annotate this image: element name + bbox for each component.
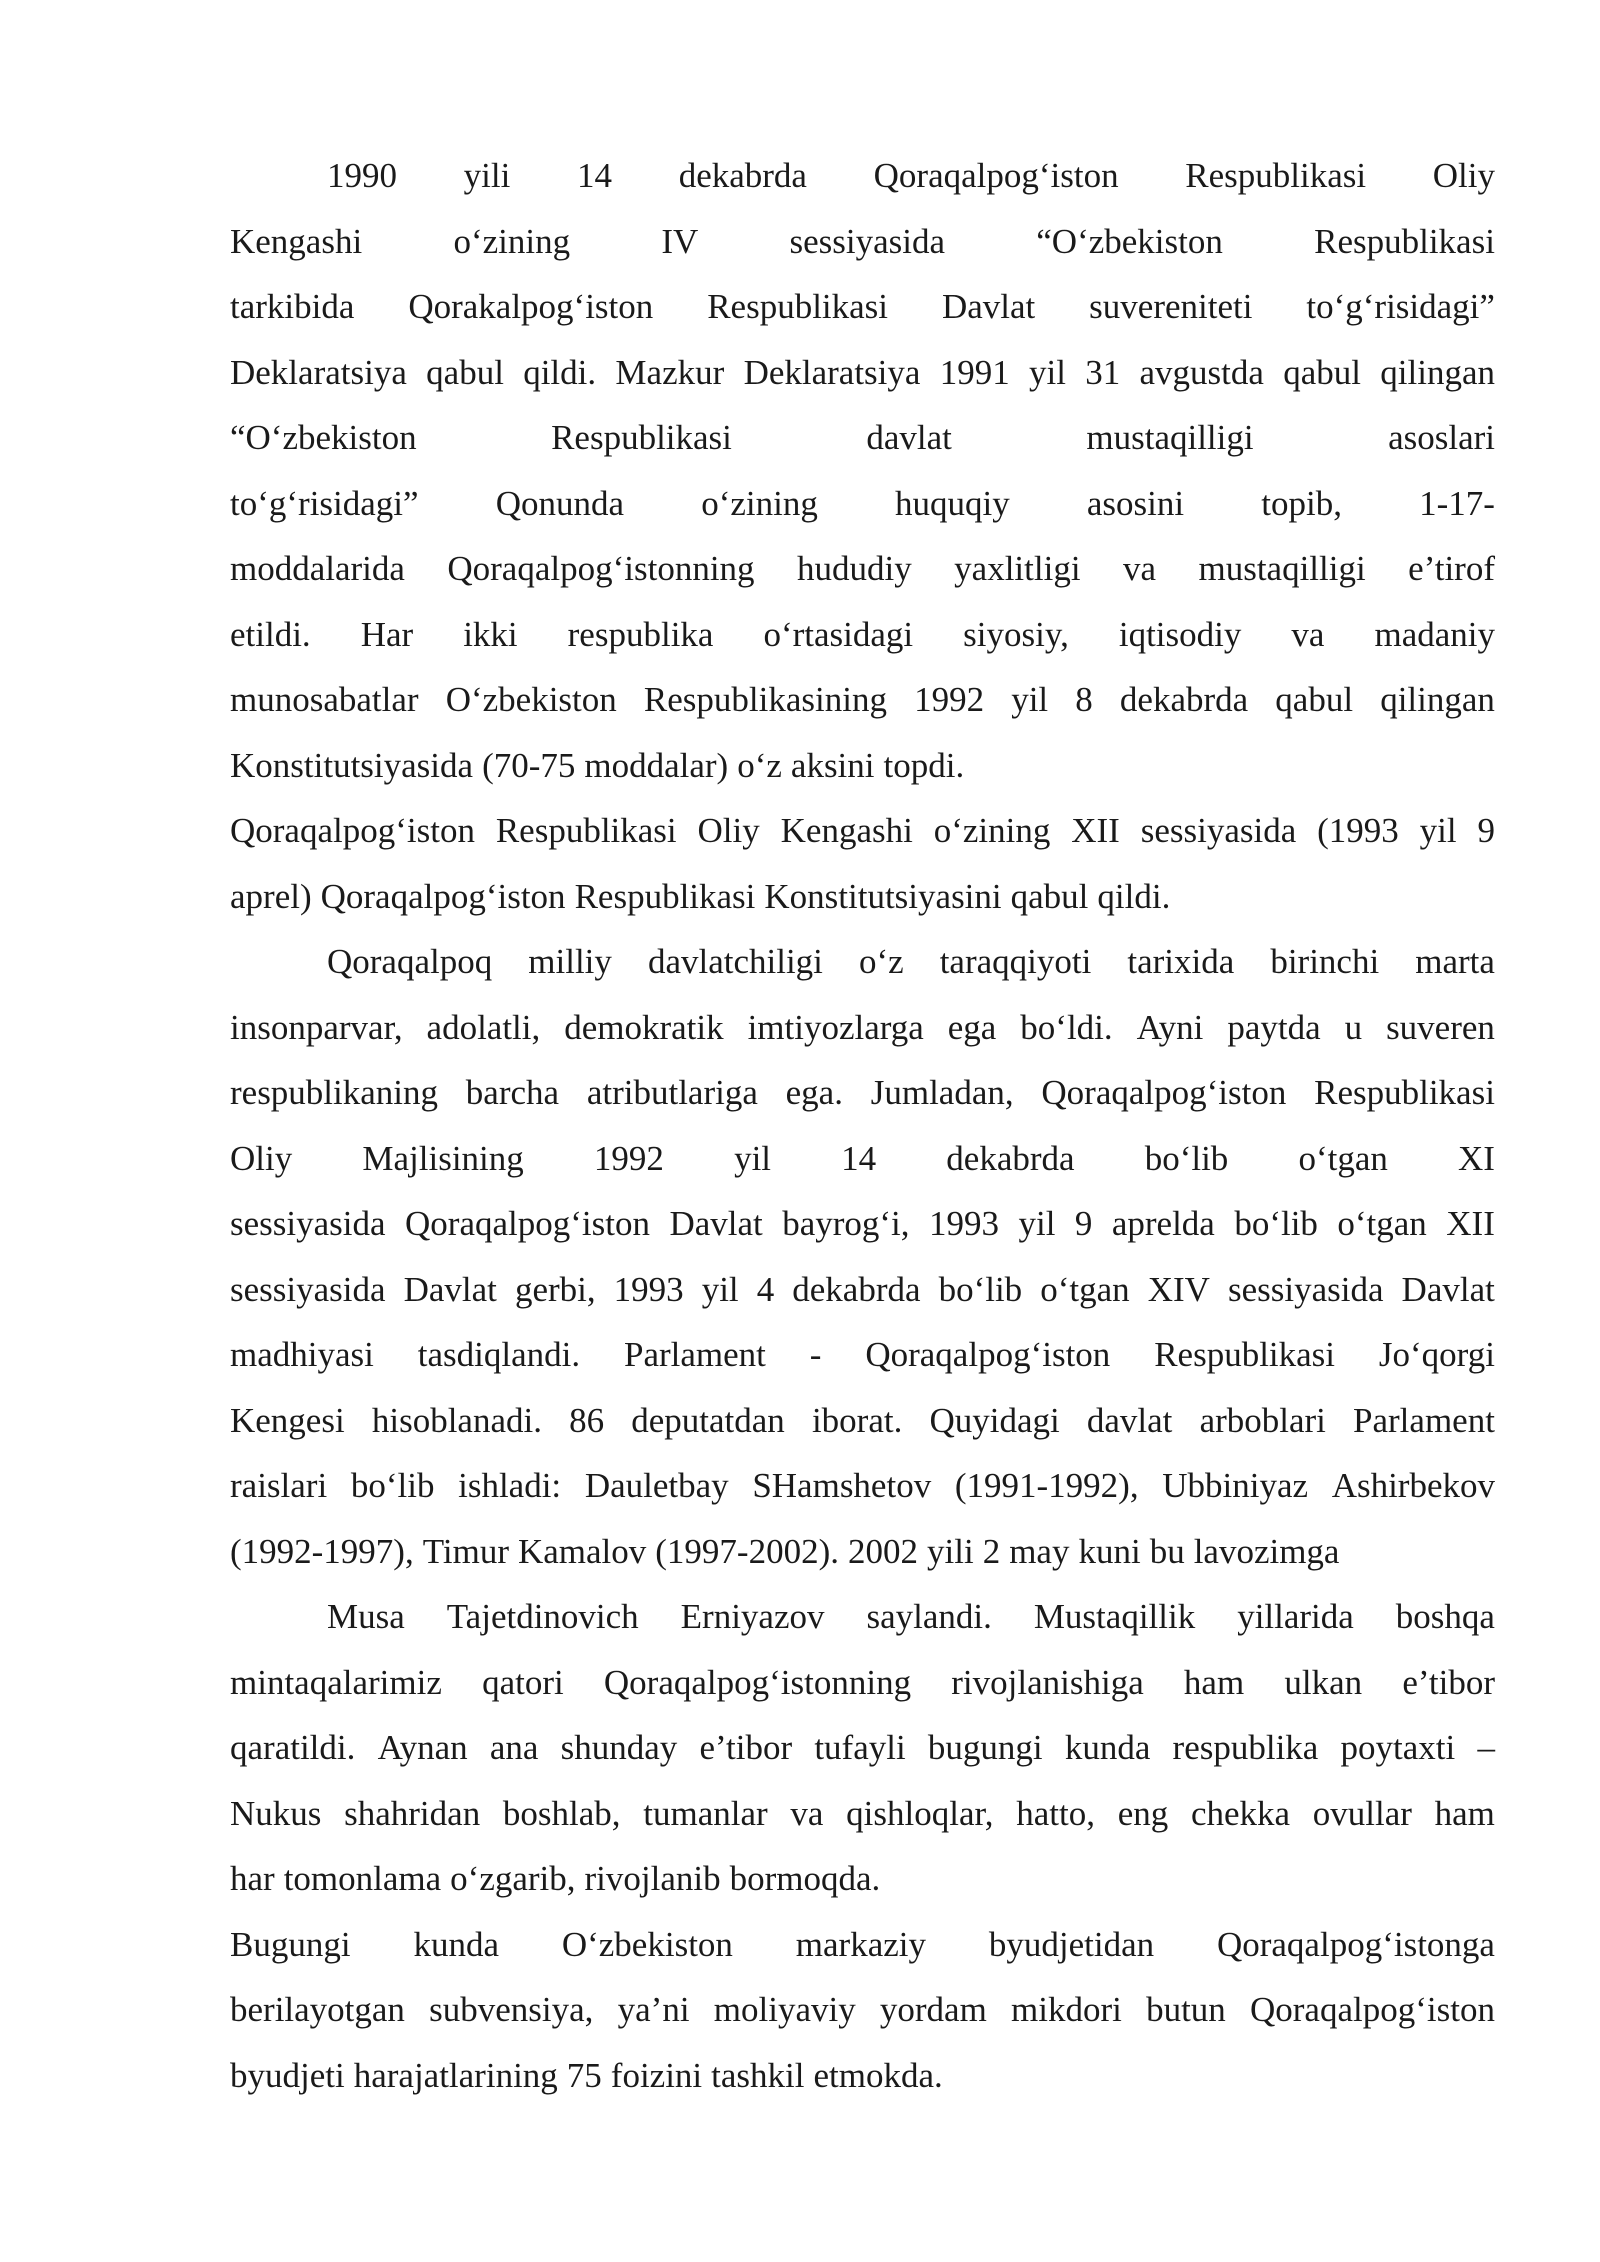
text-line: Qoraqalpogʻiston Respublikasi Oliy Kengashi oʻzining XII sessiyasida (1993 yil 9	[230, 811, 1495, 850]
text-line: raislari boʻlib ishladi: Dauletbay SHamshetov (1991-1992), Ubbiniyaz Ashirbekov	[230, 1466, 1495, 1505]
text-line: mintaqalarimiz qatori Qoraqalpogʻistonning rivojlanishiga ham ulkan e’tibor	[230, 1662, 1495, 1702]
text-line: Musa Tajetdinovich Erniyazov saylandi. Mustaqillik yillarida boshqa	[327, 1597, 1495, 1636]
text-line: aprel) Qoraqalpogʻiston Respublikasi Konstitutsiyasini qabul qildi.	[230, 876, 1171, 916]
text-line: tarkibida Qorakalpogʻiston Respublikasi Davlat suvereniteti toʻgʻrisidagi”	[230, 287, 1495, 326]
text-line: respublikaning barcha atributlariga ega. Jumladan, Qoraqalpogʻiston Respublikasi	[230, 1073, 1495, 1112]
text-line: qaratildi. Aynan ana shunday e’tibor tufayli bugungi kunda respublika poytaxti –	[230, 1728, 1495, 1767]
text-line: Deklaratsiya qabul qildi. Mazkur Deklaratsiya 1991 yil 31 avgustda qabul qilingan	[230, 352, 1495, 392]
text-line: 1990 yili 14 dekabrda Qoraqalpogʻiston Respublikasi Oliy	[327, 156, 1495, 195]
text-line: madhiyasi tasdiqlandi. Parlament - Qoraqalpogʻiston Respublikasi Joʻqorgi	[230, 1335, 1495, 1374]
text-line: Nukus shahridan boshlab, tumanlar va qishloqlar, hatto, eng chekka ovullar ham	[230, 1793, 1495, 1833]
text-line: “Oʻzbekiston Respublikasi davlat mustaqilligi asoslari	[230, 418, 1495, 457]
text-line: Kengashi oʻzining IV sessiyasida “Oʻzbekiston Respublikasi	[230, 221, 1495, 261]
text-line: Bugungi kunda Oʻzbekiston markaziy byudjetidan Qoraqalpogʻistonga	[230, 1924, 1495, 1964]
text-line: etildi. Har ikki respublika oʻrtasidagi siyosiy, iqtisodiy va madaniy	[230, 614, 1495, 654]
text-line: (1992-1997), Timur Kamalov (1997-2002). 2002 yili 2 may kuni bu lavozimga	[230, 1531, 1340, 1571]
text-line: berilayotgan subvensiya, ya’ni moliyaviy yordam mikdori butun Qoraqalpogʻiston	[230, 1990, 1495, 2029]
text-line: insonparvar, adolatli, demokratik imtiyozlarga ega boʻldi. Ayni paytda u suveren	[230, 1007, 1495, 1047]
text-line: munosabatlar Oʻzbekiston Respublikasining 1992 yil 8 dekabrda qabul qilingan	[230, 680, 1495, 719]
document-body	[230, 143, 1495, 2108]
text-line: byudjeti harajatlarining 75 foizini tashkil etmokda.	[230, 2055, 943, 2095]
text-line: Oliy Majlisining 1992 yil 14 dekabrda boʻlib oʻtgan XI	[230, 1138, 1495, 1178]
text-line: Kengesi hisoblanadi. 86 deputatdan iborat. Quyidagi davlat arboblari Parlament	[230, 1400, 1495, 1440]
text-line: Qoraqalpoq milliy davlatchiligi oʻz taraqqiyoti tarixida birinchi marta	[327, 942, 1495, 981]
text-line: Konstitutsiyasida (70-75 moddalar) oʻz aksini topdi.	[230, 745, 965, 785]
text-line: sessiyasida Davlat gerbi, 1993 yil 4 dekabrda boʻlib oʻtgan XIV sessiyasida Davlat	[230, 1269, 1495, 1309]
text-line: har tomonlama oʻzgarib, rivojlanib bormoqda.	[230, 1859, 881, 1898]
text-line: moddalarida Qoraqalpogʻistonning hududiy yaxlitligi va mustaqilligi e’tirof	[230, 549, 1495, 588]
text-line: toʻgʻrisidagi” Qonunda oʻzining huquqiy asosini topib, 1-17-	[230, 483, 1495, 523]
text-line: sessiyasida Qoraqalpogʻiston Davlat bayrogʻi, 1993 yil 9 aprelda boʻlib oʻtgan XII	[230, 1204, 1495, 1243]
